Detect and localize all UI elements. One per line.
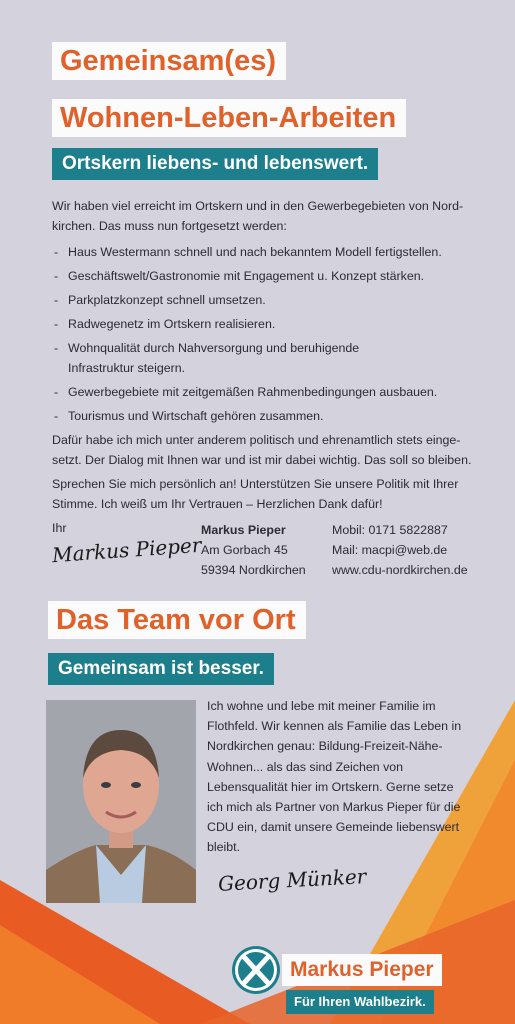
contact-address [201, 520, 331, 580]
contact-mobile: Mobil: 0171 5822887 [332, 523, 448, 537]
cross-mark-icon [232, 946, 280, 994]
list-item: - Parkplatzkonzept schnell umsetzen. [52, 290, 482, 310]
contact-city: 59394 Nordkirchen [201, 563, 306, 577]
list-item: - Radwegenetz im Ortskern realisieren. [52, 314, 482, 334]
candidate-logo [232, 946, 280, 994]
list-item: - Wohnqualität durch Nahversorgung und beruhigende Infrastruktur steigern. [52, 338, 482, 378]
team-title: Das Team vor Ort [48, 601, 306, 639]
contact-web: www.cdu-nordkirchen.de [332, 563, 468, 577]
signature-georg-muenker: Georg Münker [217, 864, 367, 896]
contact-mail: Mail: macpi@web.de [332, 543, 448, 557]
paragraph-1: Dafür habe ich mich unter anderem politisch und ehrenamtlich stets einge-setzt. Der Dialog mit Ihnen war und ist mir dabei wichtig. Das soll so bleiben. [52, 433, 472, 467]
list-item: - Geschäftswelt/Gastronomie mit Engagement u. Konzept stärken. [52, 266, 482, 286]
team-subtitle: Gemeinsam ist besser. [48, 653, 274, 685]
list-item: - Tourismus und Wirtschaft gehören zusammen. [52, 406, 482, 426]
portrait-illustration [46, 700, 196, 903]
list-item: - Gewerbegebiete mit zeitgemäßen Rahmenbedingungen ausbauen. [52, 382, 482, 402]
contact-details [332, 520, 507, 580]
signature-markus-pieper: Markus Pieper [51, 532, 203, 568]
contact-name: Markus Pieper [201, 523, 286, 537]
team-text: Ich wohne und lebe mit meiner Familie im Flothfeld. Wir kennen als Familie das Leben in Nordkirchen genau: Bildung-Freizeit-Nähe-Wohnen... als das sind Zeichen von Lebensqualität hier im Ortskern. Gerne setze ich mich als Partner von Markus Pieper für die CDU ein, damit unsere Gemeinde liebenswert bleibt. [207, 699, 462, 855]
paragraph-2: Sprechen Sie mich persönlich an! Unterstützen Sie unsere Politik mit Ihrer Stimme. Ich weiß um Ihr Vertrauen – Herzlichen Dank dafür! [52, 477, 459, 511]
footer-slogan: Für Ihren Wahlbezirk. [286, 990, 434, 1014]
contact-street: Am Gorbach 45 [201, 543, 288, 557]
headline-line-2: Wohnen-Leben-Arbeiten [52, 99, 406, 137]
headline-subtitle: Ortskern liebens- und lebenswert. [52, 148, 378, 180]
intro-text: Wir haben viel erreicht im Ortskern und in den Gewerbegebieten von Nord-kirchen. Das muss nun fortgesetzt werden: [52, 199, 464, 233]
bullet-list [52, 242, 482, 426]
footer-name: Markus Pieper [282, 954, 442, 986]
portrait-photo [46, 700, 196, 903]
list-item: - Haus Westermann schnell und nach bekanntem Modell fertigstellen. [52, 242, 482, 262]
closing-text: Ihr [52, 521, 67, 535]
main-body [52, 196, 482, 538]
headline-line-1: Gemeinsam(es) [52, 42, 286, 80]
